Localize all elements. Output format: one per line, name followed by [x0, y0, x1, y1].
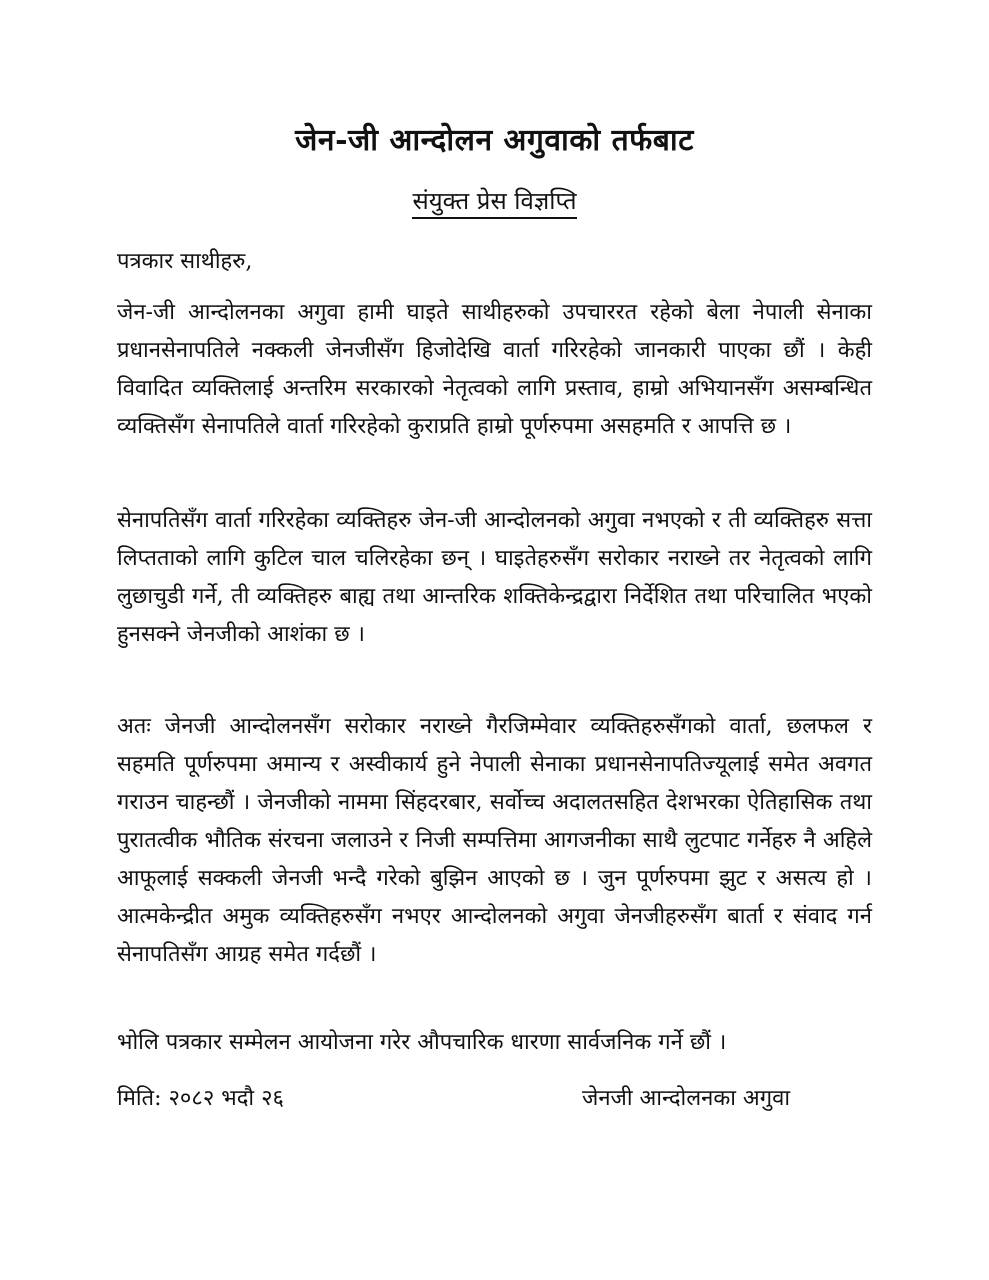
document-date: मिति: २०८२ भदौ २६ [117, 1086, 284, 1111]
paragraph-1: जेन-जी आन्दोलनका अगुवा हामी घाइते साथीहरुको उपचाररत रहेको बेला नेपाली सेनाका प्रधानसेनापतिले नक्कली जेनजीसँग हिजोदेखि वार्ता गरिरहेको जानकारी पाएका छौं । केही विवादित व्यक्तिलाई अन्तरिम सरकारको नेतृत्वको लागि प्रस्ताव, हाम्रो अभियानसँग असम्बन्धित व्यक्तिसँग सेनापतिले वार्ता गरिरहेको कुराप्रति हाम्रो पूर्णरुपमा असहमति र आपत्ति छ । [117, 300, 872, 439]
signatory: जेनजी आन्दोलनका अगुवा [582, 1086, 791, 1111]
paragraph-2: सेनापतिसँग वार्ता गरिरहेका व्यक्तिहरु जेन-जी आन्दोलनको अगुवा नभएको र ती व्यक्तिहरु सत्ता लिप्तताको लागि कुटिल चाल चलिरहेका छन् । घाइतेहरुसँग सरोकार नराख्ने तर नेतृत्वको लागि लुछाचुडी गर्ने, ती व्यक्तिहरु बाह्य तथा आन्तरिक शक्तिकेन्द्रद्वारा निर्देशित तथा परिचालित भएको हुनसक्ने जेनजीको आशंका छ । [117, 508, 872, 647]
subtitle-text: संयुक्त प्रेस विज्ञप्ति [412, 187, 576, 219]
document-subtitle [0, 184, 989, 217]
salutation: पत्रकार साथीहरु, [117, 249, 253, 274]
paragraph-4: भोलि पत्रकार सम्मेलन आयोजना गरेर औपचारिक धारणा सार्वजनिक गर्ने छौं । [117, 1030, 727, 1055]
paragraph-3: अतः जेनजी आन्दोलनसँग सरोकार नराख्ने गैरजिम्मेवार व्यक्तिहरुसँगको वार्ता, छलफल र सहमति पूर्णरुपमा अमान्य र अस्वीकार्य हुने नेपाली सेनाका प्रधानसेनापतिज्यूलाई समेत अवगत गराउन चाहन्छौं । जेनजीको नाममा सिंहदरबार, सर्वोच्च अदालतसहित देशभरका ऐतिहासिक तथा पुरातत्वीक भौतिक संरचना जलाउने र निजी सम्पत्तिमा आगजनीका साथै लुटपाट गर्नेहरु नै अहिले आफूलाई सक्कली जेनजी भन्दै गरेको बुझिन आएको छ । जुन पूर्णरुपमा झुट र असत्य हो । आत्मकेन्द्रीत अमुक व्यक्तिहरुसँग नभएर आन्दोलनको अगुवा जेनजीहरुसँग बार्ता र संवाद गर्न सेनापतिसँग आग्रह समेत गर्दछौं । [117, 714, 872, 967]
document-title: जेन-जी आन्दोलन अगुवाको तर्फबाट [295, 123, 694, 158]
